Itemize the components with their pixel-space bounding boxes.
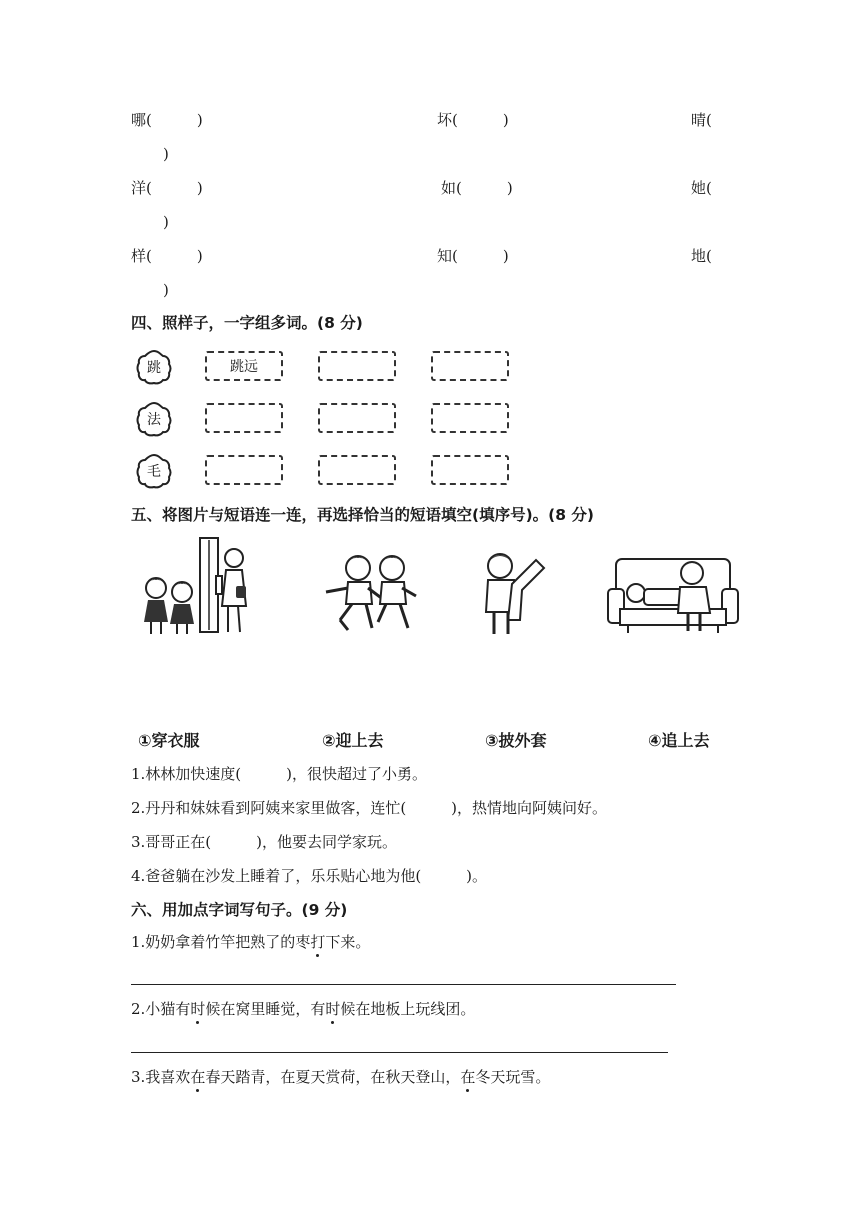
- dotted-word: 有时候: [310, 1000, 356, 1018]
- sentence-text: 2.小猫: [131, 1000, 176, 1018]
- boy-dressing-illustration: [478, 550, 548, 636]
- char-item: 样( ): [131, 247, 203, 265]
- char-close-paren: ): [163, 213, 169, 231]
- char-item: 知( ): [437, 247, 509, 265]
- char-close-paren: ): [163, 281, 169, 299]
- fill-sentence: 3.哥哥正在( )，他要去同学家玩。: [131, 833, 398, 851]
- fill-sentence: 4.爸爸躺在沙发上睡着了，乐乐贴心地为他( )。: [131, 867, 488, 885]
- answer-line[interactable]: [131, 1052, 668, 1053]
- word-input-box[interactable]: [318, 351, 396, 381]
- sentence-text: 3.我喜欢: [131, 1068, 191, 1086]
- answer-line[interactable]: [131, 984, 676, 985]
- section6-title: 六、用加点字词写句子。(9 分): [131, 901, 348, 919]
- phrase-option: ④追上去: [648, 731, 710, 750]
- dotted-word: 有时候: [175, 1000, 221, 1018]
- word-input-box[interactable]: [318, 455, 396, 485]
- dad-sleeping-sofa-illustration: [606, 553, 740, 635]
- char-item: 哪( ): [131, 111, 203, 129]
- dotted-word: 在: [460, 1068, 476, 1086]
- char-item: 洋( ): [131, 179, 203, 197]
- example-word-box: 跳远: [205, 351, 283, 381]
- sentence-text: 冬天玩雪。: [475, 1068, 551, 1086]
- word-input-box[interactable]: [431, 351, 509, 381]
- girls-greeting-guest-illustration: [138, 536, 254, 638]
- sentence-3: [131, 1070, 550, 1085]
- word-input-box[interactable]: [431, 403, 509, 433]
- dotted-word: 在: [190, 1068, 206, 1086]
- flower-char: 毛: [147, 464, 161, 480]
- flower-char-1: [135, 348, 173, 386]
- word-input-box[interactable]: [431, 455, 509, 485]
- flower-char: 跳: [147, 360, 161, 376]
- phrase-option: ②迎上去: [322, 731, 384, 750]
- char-item: 如( ): [441, 179, 513, 197]
- word-input-box[interactable]: [205, 403, 283, 433]
- sentence-text: 春天踏青，在夏天赏荷，在秋天登山，: [205, 1068, 461, 1086]
- char-close-paren: ): [163, 145, 169, 163]
- sentence-2: [131, 1002, 475, 1017]
- phrase-option: ①穿衣服: [138, 731, 200, 750]
- section5-title: 五、将图片与短语连一连，再选择恰当的短语填空(填序号)。(8 分): [131, 506, 595, 524]
- sentence-text: 1.奶奶拿着竹竿把熟了的枣: [131, 933, 311, 951]
- sentence-text: 在地板上玩线团。: [355, 1000, 476, 1018]
- flower-char-3: [135, 452, 173, 490]
- sentence-1: [131, 935, 370, 950]
- char-item: 地(: [691, 247, 712, 265]
- word-input-box[interactable]: [318, 403, 396, 433]
- sentence-text: 下来。: [325, 933, 371, 951]
- flower-char: 法: [147, 412, 161, 428]
- char-item: 她(: [691, 179, 712, 197]
- flower-char-2: [135, 400, 173, 438]
- section4-title: 四、照样子，一字组多词。(8 分): [131, 314, 363, 332]
- word-input-box[interactable]: [205, 455, 283, 485]
- char-item: 坏( ): [437, 111, 509, 129]
- dotted-word: 打: [310, 933, 326, 951]
- boys-running-illustration: [312, 548, 420, 636]
- sentence-text: 在窝里睡觉，: [220, 1000, 311, 1018]
- char-item: 晴(: [691, 111, 712, 129]
- fill-sentence: 1.林林加快速度( )，很快超过了小勇。: [131, 765, 428, 783]
- fill-sentence: 2.丹丹和妹妹看到阿姨来家里做客，连忙( )，热情地向阿姨问好。: [131, 799, 608, 817]
- phrase-option: ③披外套: [485, 731, 547, 750]
